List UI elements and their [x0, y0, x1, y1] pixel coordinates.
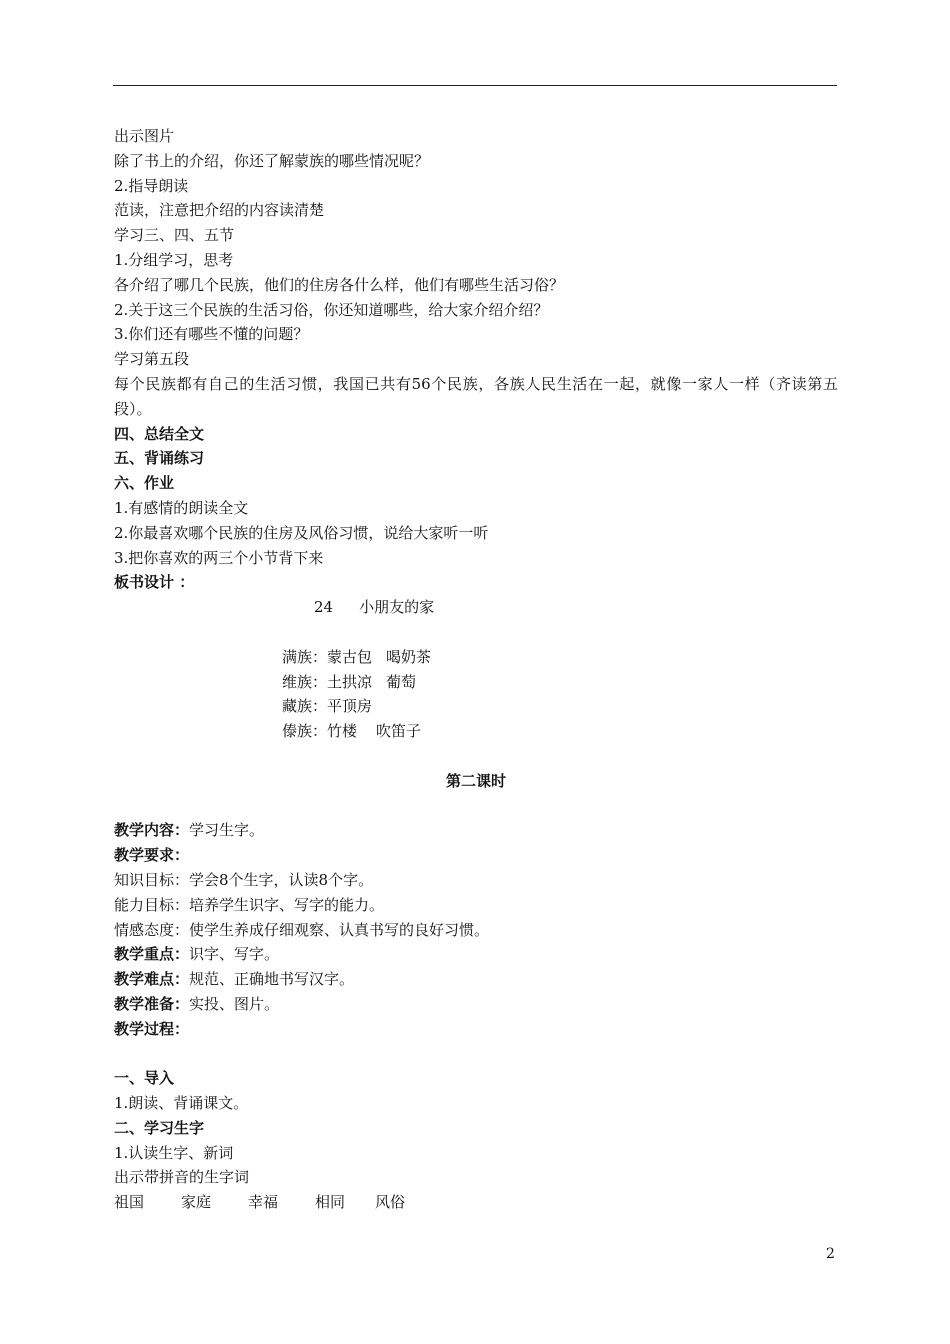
homework-item: 2.你最喜欢哪个民族的住房及风俗习惯，说给大家听一听 — [114, 523, 489, 542]
text-line: 出示图片 — [114, 127, 175, 145]
text-line: 2.指导朗读 — [114, 176, 189, 195]
text-line: 各介绍了哪几个民族，他们的住房各什么样，他们有哪些生活习俗？ — [114, 275, 565, 294]
word: 相同 — [315, 1193, 346, 1212]
text-line: 3.你们还有哪些不懂的问题？ — [114, 325, 309, 344]
board-title — [114, 595, 838, 620]
teaching-difficulty: 教学难点：规范、正确地书写汉字。 — [114, 970, 355, 989]
text-line: 范读，注意把介绍的内容读清楚 — [114, 201, 325, 220]
heading-summary: 四、总结全文 — [114, 424, 205, 443]
page-number: 2 — [826, 1246, 835, 1262]
homework-item: 3.把你喜欢的两三个小节背下来 — [114, 548, 324, 567]
text-line: 学习第五段 — [114, 350, 190, 369]
board-lesson-number: 24 — [314, 598, 334, 617]
teaching-process: 教学过程： — [114, 1019, 190, 1038]
heading-recite: 五、背诵练习 — [114, 449, 205, 468]
document-body — [114, 124, 838, 1215]
teaching-preparation: 教学准备：实投、图片。 — [114, 994, 280, 1013]
word: 家庭 — [181, 1193, 212, 1212]
lesson-title: 第二课时 — [445, 771, 506, 790]
header-rule — [113, 85, 837, 86]
teaching-focus: 教学重点：识字、写字。 — [114, 945, 280, 964]
text-line: 除了书上的介绍，你还了解蒙族的哪些情况呢？ — [114, 151, 430, 170]
word: 祖国 — [114, 1193, 145, 1212]
text-line: 2.关于这三个民族的生活习俗，你还知道哪些，给大家介绍介绍？ — [114, 300, 549, 319]
teaching-content: 教学内容：学习生字。 — [114, 821, 265, 840]
heading-board-design: 板书设计 ： — [114, 573, 195, 592]
goal-line: 知识目标：学会8个生字，认读8个字。 — [114, 870, 374, 889]
heading-study: 二、学习生字 — [114, 1118, 205, 1137]
text-line: 1.分组学习，思考 — [114, 250, 234, 269]
intro-item: 1.朗读、背诵课文。 — [114, 1094, 249, 1113]
goal-line: 能力目标：培养学生识字、写字的能力。 — [114, 895, 385, 914]
board-row: 满族：蒙古包 喝奶茶 — [282, 647, 432, 666]
study-item: 1.认读生字、新词 — [114, 1143, 234, 1162]
teaching-requirements: 教学要求： — [114, 846, 190, 865]
text-line: 学习三、四、五节 — [114, 226, 235, 245]
homework-item: 1.有感情的朗读全文 — [114, 498, 249, 517]
board-row: 藏族：平顶房 — [282, 697, 373, 716]
heading-homework: 六、作业 — [114, 474, 175, 493]
board-lesson-title: 小朋友的家 — [359, 598, 435, 617]
goal-line: 情感态度：使学生养成仔细观察、认真书写的良好习惯。 — [114, 920, 490, 939]
word: 风俗 — [375, 1193, 406, 1212]
word-list — [114, 1190, 838, 1215]
heading-intro: 一、导入 — [114, 1069, 175, 1088]
study-show: 出示带拼音的生字词 — [114, 1168, 250, 1187]
word: 幸福 — [248, 1193, 279, 1212]
board-row: 傣族：竹楼 吹笛子 — [282, 722, 422, 741]
paragraph-fifth-section: 每个民族都有自己的生活习惯，我国已共有56个民族，各族人民生活在一起，就像一家人一样（齐读第五段）。 — [114, 374, 838, 418]
board-row: 维族：土拱凉 葡萄 — [282, 672, 417, 691]
